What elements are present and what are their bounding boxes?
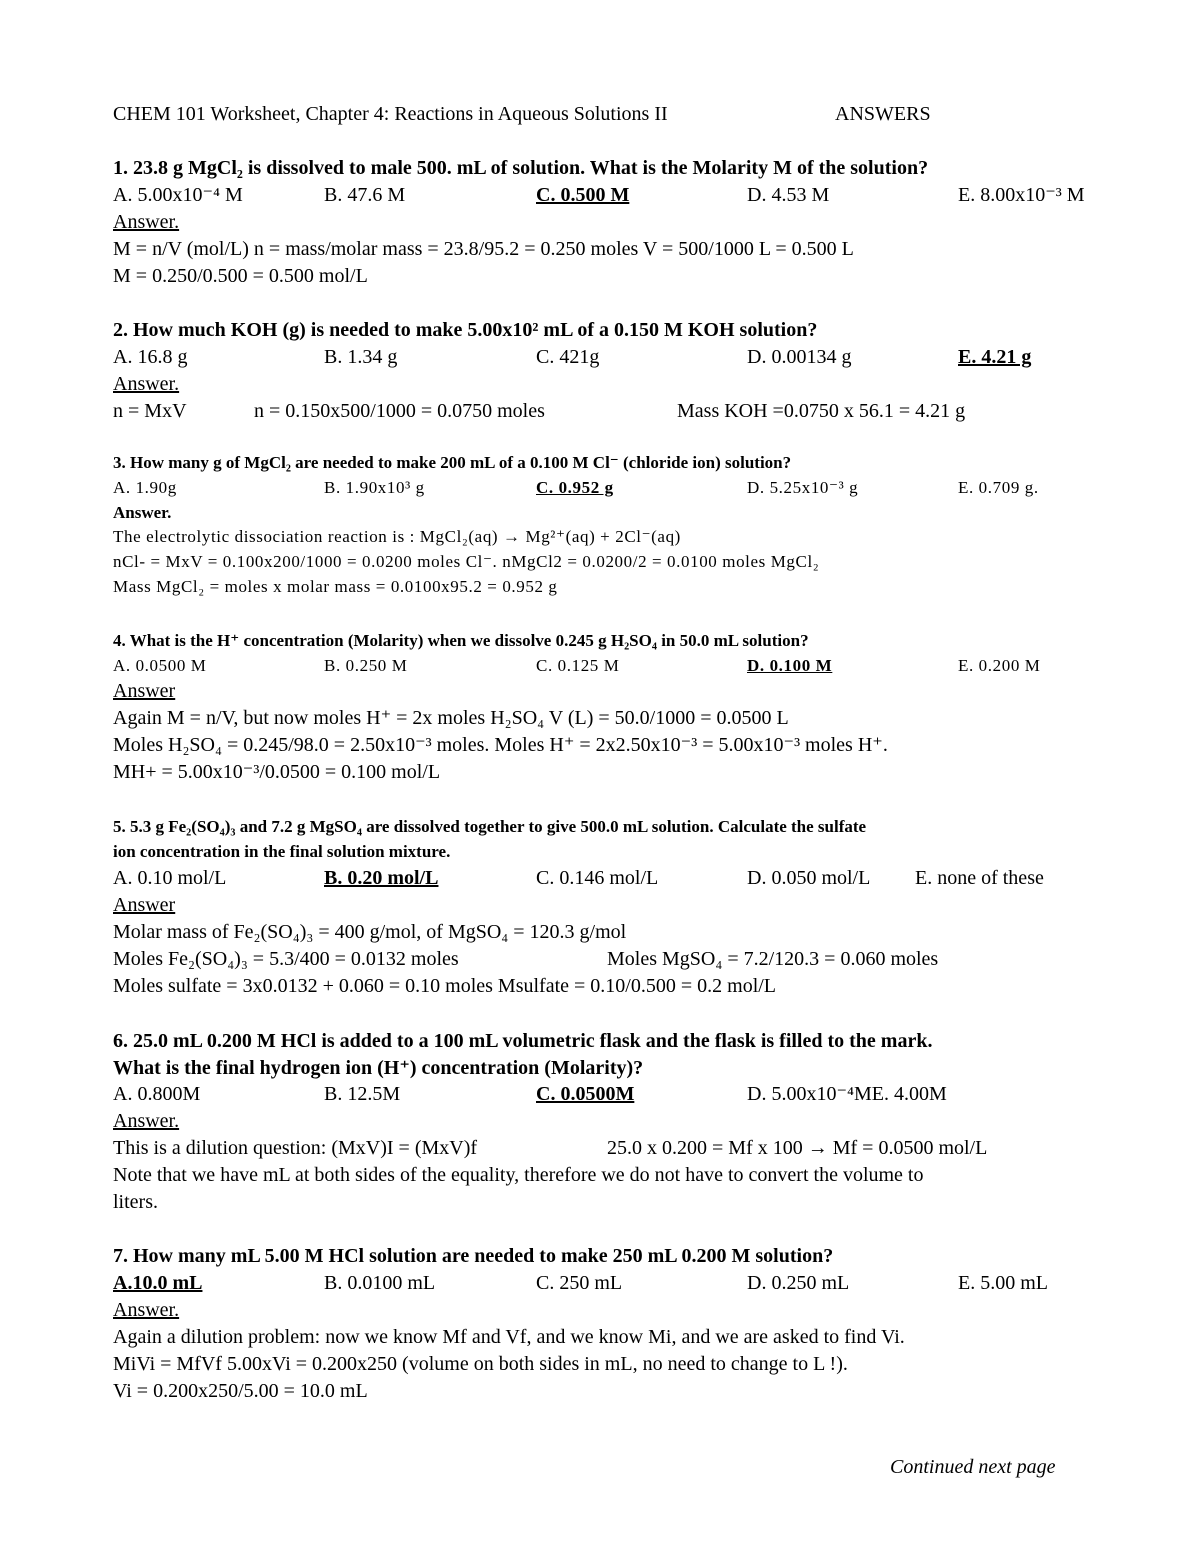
- q5-choice-d: D. 0.050 mol/L: [747, 867, 871, 889]
- q4-choice-e: E. 0.200 M: [958, 656, 1041, 675]
- q4-choice-d-correct: D. 0.100 M: [747, 656, 833, 675]
- q4-choice-b: B. 0.250 M: [324, 656, 408, 675]
- answers-tag: ANSWERS: [835, 103, 931, 125]
- q2-sol-part-1: n = MxV: [113, 400, 187, 422]
- q1-choice-b: B. 47.6 M: [324, 184, 406, 206]
- question-7: 7. How many mL 5.00 M HCl solution are needed to make 250 mL 0.200 M solution?: [113, 1245, 834, 1267]
- q5-choice-e: E. none of these: [915, 867, 1044, 889]
- question-3: 3. How many g of MgCl₂ are needed to make 200 mL of a 0.100 M Cl⁻ (chloride ion) solution?: [113, 453, 792, 472]
- q2-choice-c: C. 421g: [536, 346, 600, 368]
- question-6-line-2: What is the final hydrogen ion (H⁺) concentration (Molarity)?: [113, 1057, 644, 1079]
- q6-choice-d-e: D. 5.00x10⁻⁴ME. 4.00M: [747, 1083, 947, 1105]
- q3-choice-e: E. 0.709 g.: [958, 478, 1039, 497]
- q2-sol-part-2: n = 0.150x500/1000 = 0.0750 moles: [254, 400, 545, 422]
- q3-choice-b: B. 1.90x10³ g: [324, 478, 425, 497]
- q6-sol-part-2: 25.0 x 0.200 = Mf x 100 → Mf = 0.0500 mol/L: [607, 1137, 988, 1159]
- q2-choice-d: D. 0.00134 g: [747, 346, 852, 368]
- q6-choice-c-correct: C. 0.0500M: [536, 1083, 635, 1105]
- continued-next-page: Continued next page: [890, 1456, 1056, 1478]
- q5-answer-label: Answer: [113, 894, 176, 916]
- q5-sol-part-2: Moles MgSO₄ = 7.2/120.3 = 0.060 moles: [607, 948, 939, 970]
- q2-choice-b: B. 1.34 g: [324, 346, 398, 368]
- q5-choice-c: C. 0.146 mol/L: [536, 867, 659, 889]
- q4-solution-line-1: Again M = n/V, but now moles H⁺ = 2x moles H₂SO₄ V (L) = 50.0/1000 = 0.0500 L: [113, 707, 789, 729]
- q5-choice-b-correct: B. 0.20 mol/L: [324, 867, 439, 889]
- q2-choice-a: A. 16.8 g: [113, 346, 188, 368]
- q4-choice-a: A. 0.0500 M: [113, 656, 207, 675]
- q1-choice-d: D. 4.53 M: [747, 184, 830, 206]
- q4-answer-label: Answer: [113, 680, 176, 702]
- q7-choice-a-correct: A.10.0 mL: [113, 1272, 203, 1294]
- q5-sol-part-1: Moles Fe₂(SO₄)₃ = 5.3/400 = 0.0132 moles: [113, 948, 459, 970]
- question-5-line-2: ion concentration in the final solution mixture.: [113, 842, 451, 861]
- q7-solution-line-3: Vi = 0.200x250/5.00 = 10.0 mL: [113, 1380, 368, 1402]
- q3-choice-d: D. 5.25x10⁻³ g: [747, 478, 859, 497]
- question-6-line-1: 6. 25.0 mL 0.200 M HCl is added to a 100 mL volumetric flask and the flask is filled to the mark.: [113, 1030, 933, 1052]
- q1-choice-c-correct: C. 0.500 M: [536, 184, 630, 206]
- q7-solution-line-1: Again a dilution problem: now we know Mf and Vf, and we know Mi, and we are asked to find Vi.: [113, 1326, 905, 1348]
- q7-solution-line-2: MiVi = MfVf 5.00xVi = 0.200x250 (volume on both sides in mL, no need to change to L !).: [113, 1353, 848, 1375]
- q5-choice-a: A. 0.10 mol/L: [113, 867, 227, 889]
- q6-sol-part-1: This is a dilution question: (MxV)I = (MxV)f: [113, 1137, 478, 1159]
- q7-answer-label: Answer.: [113, 1299, 180, 1321]
- q7-choice-b: B. 0.0100 mL: [324, 1272, 436, 1294]
- q3-solution-line-1: The electrolytic dissociation reaction is : MgCl₂(aq) → Mg²⁺(aq) + 2Cl⁻(aq): [113, 527, 681, 546]
- q6-solution-line-3: liters.: [113, 1191, 158, 1213]
- title-text: CHEM 101 Worksheet, Chapter 4: Reactions in Aqueous Solutions II: [113, 103, 668, 125]
- q6-choice-a: A. 0.800M: [113, 1083, 201, 1105]
- q1-solution-line-1: M = n/V (mol/L) n = mass/molar mass = 23.8/95.2 = 0.250 moles V = 500/1000 L = 0.500 L: [113, 238, 854, 260]
- q4-solution-line-2: Moles H₂SO₄ = 0.245/98.0 = 2.50x10⁻³ moles. Moles H⁺ = 2x2.50x10⁻³ = 5.00x10⁻³ moles H⁺.: [113, 734, 888, 756]
- q6-choice-b: B. 12.5M: [324, 1083, 401, 1105]
- question-5-line-1: 5. 5.3 g Fe₂(SO₄)₃ and 7.2 g MgSO₄ are dissolved together to give 500.0 mL solution. Calculate the sulfate: [113, 817, 867, 836]
- q3-solution-line-2: nCl- = MxV = 0.100x200/1000 = 0.0200 moles Cl⁻. nMgCl2 = 0.0200/2 = 0.0100 moles MgCl₂: [113, 552, 820, 571]
- q3-choice-c-correct: C. 0.952 g: [536, 478, 614, 497]
- q1-answer-label: Answer.: [113, 211, 180, 233]
- question-1: 1. 23.8 g MgCl₂ is dissolved to male 500. mL of solution. What is the Molarity M of the solution?: [113, 157, 929, 179]
- q7-choice-c: C. 250 mL: [536, 1272, 623, 1294]
- q1-choice-a: A. 5.00x10⁻⁴ M: [113, 184, 243, 206]
- q7-choice-e: E. 5.00 mL: [958, 1272, 1048, 1294]
- q3-solution-line-3: Mass MgCl₂ = moles x molar mass = 0.0100x95.2 = 0.952 g: [113, 577, 558, 596]
- q1-choice-e: E. 8.00x10⁻³ M: [958, 184, 1085, 206]
- q2-choice-e-correct: E. 4.21 g: [958, 346, 1032, 368]
- q2-sol-part-3: Mass KOH =0.0750 x 56.1 = 4.21 g: [677, 400, 966, 422]
- question-4: 4. What is the H⁺ concentration (Molarity) when we dissolve 0.245 g H₂SO₄ in 50.0 mL solution?: [113, 631, 809, 650]
- q4-solution-line-3: MH+ = 5.00x10⁻³/0.0500 = 0.100 mol/L: [113, 761, 441, 783]
- q6-solution-line-2: Note that we have mL at both sides of the equality, therefore we do not have to convert the volume to: [113, 1164, 924, 1186]
- q5-solution-line-1: Molar mass of Fe₂(SO₄)₃ = 400 g/mol, of MgSO₄ = 120.3 g/mol: [113, 921, 627, 943]
- q6-answer-label: Answer.: [113, 1110, 180, 1132]
- q4-choice-c: C. 0.125 M: [536, 656, 620, 675]
- question-2: 2. How much KOH (g) is needed to make 5.00x10² mL of a 0.150 M KOH solution?: [113, 319, 818, 341]
- q1-solution-line-2: M = 0.250/0.500 = 0.500 mol/L: [113, 265, 368, 287]
- q3-answer-label: Answer.: [113, 503, 172, 522]
- q7-choice-d: D. 0.250 mL: [747, 1272, 850, 1294]
- worksheet-title: [113, 101, 1100, 127]
- q3-choice-a: A. 1.90g: [113, 478, 177, 497]
- q5-solution-line-3: Moles sulfate = 3x0.0132 + 0.060 = 0.10 moles Msulfate = 0.10/0.500 = 0.2 mol/L: [113, 975, 777, 997]
- q2-answer-label: Answer.: [113, 373, 180, 395]
